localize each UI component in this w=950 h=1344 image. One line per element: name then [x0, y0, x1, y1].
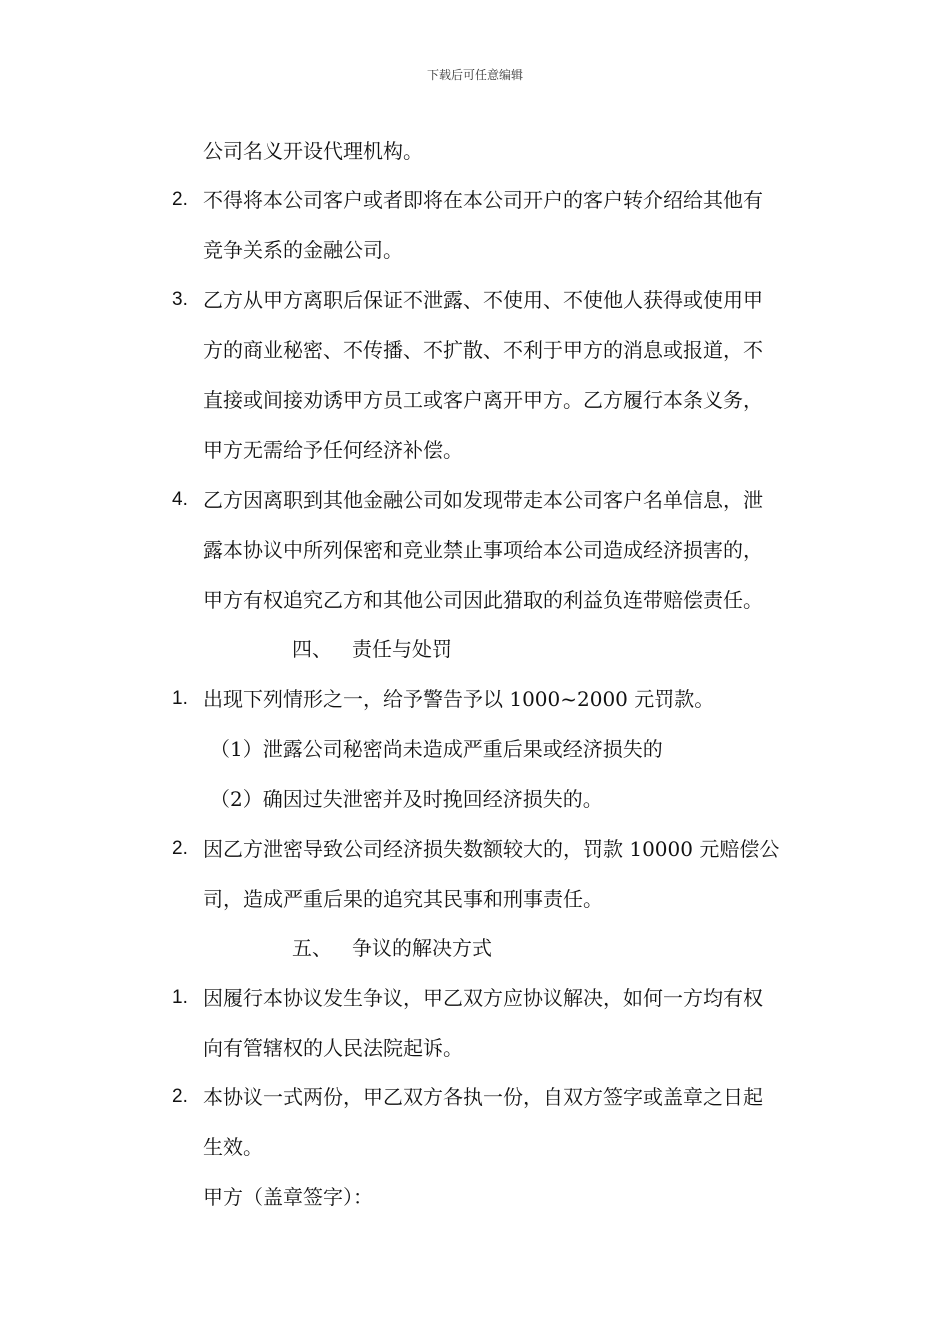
list-number: 1. [172, 688, 188, 709]
list-text: 本协议一式两份，甲乙双方各执一份，自双方签字或盖章之日起 [203, 1085, 763, 1109]
section-title: 争议的解决方式 [352, 936, 492, 960]
list-text: 甲方有权追究乙方和其他公司因此猎取的利益负连带赔偿责任。 [203, 588, 763, 612]
list-text: 直接或间接劝诱甲方员工或客户离开甲方。乙方履行本条义务， [203, 388, 763, 412]
list-number: 3. [172, 289, 188, 310]
section-title: 责任与处罚 [352, 637, 452, 661]
list-number: 4. [172, 489, 188, 510]
list-number: 2. [172, 189, 188, 210]
list-text: 方的商业秘密、不传播、不扩散、不利于甲方的消息或报道，不 [203, 338, 763, 362]
list-text: 甲方无需给予任何经济补偿。 [203, 438, 463, 462]
list-text: 因乙方泄密导致公司经济损失数额较大的，罚款 10000 元赔偿公 [203, 837, 780, 861]
page-header: 下载后可任意编辑 [426, 68, 523, 82]
sub-item-text: （1）泄露公司秘密尚未造成严重后果或经济损失的 [210, 737, 663, 761]
list-text: 出现下列情形之一，给予警告予以 1000~2000 元罚款。 [203, 687, 715, 711]
list-text: 竞争关系的金融公司。 [203, 238, 403, 262]
signature-label: 甲方（盖章签字）： [203, 1185, 373, 1209]
continuation-text: 公司名义开设代理机构。 [203, 139, 423, 163]
list-text: 不得将本公司客户或者即将在本公司开户的客户转介绍给其他有 [203, 188, 763, 212]
list-text: 因履行本协议发生争议，甲乙双方应协议解决，如何一方均有权 [203, 986, 763, 1010]
list-text: 生效。 [203, 1135, 263, 1159]
list-number: 2. [172, 838, 188, 859]
sub-item-text: （2）确因过失泄密并及时挽回经济损失的。 [210, 787, 603, 811]
list-text: 乙方因离职到其他金融公司如发现带走本公司客户名单信息，泄 [203, 488, 763, 512]
section-number: 四、 [292, 637, 332, 661]
list-text: 露本协议中所列保密和竞业禁止事项给本公司造成经济损害的， [203, 538, 763, 562]
list-text: 向有管辖权的人民法院起诉。 [203, 1036, 463, 1060]
list-text: 司，造成严重后果的追究其民事和刑事责任。 [203, 887, 603, 911]
section-number: 五、 [292, 936, 332, 960]
list-number: 2. [172, 1086, 188, 1107]
list-number: 1. [172, 987, 188, 1008]
list-text: 乙方从甲方离职后保证不泄露、不使用、不使他人获得或使用甲 [203, 288, 763, 312]
